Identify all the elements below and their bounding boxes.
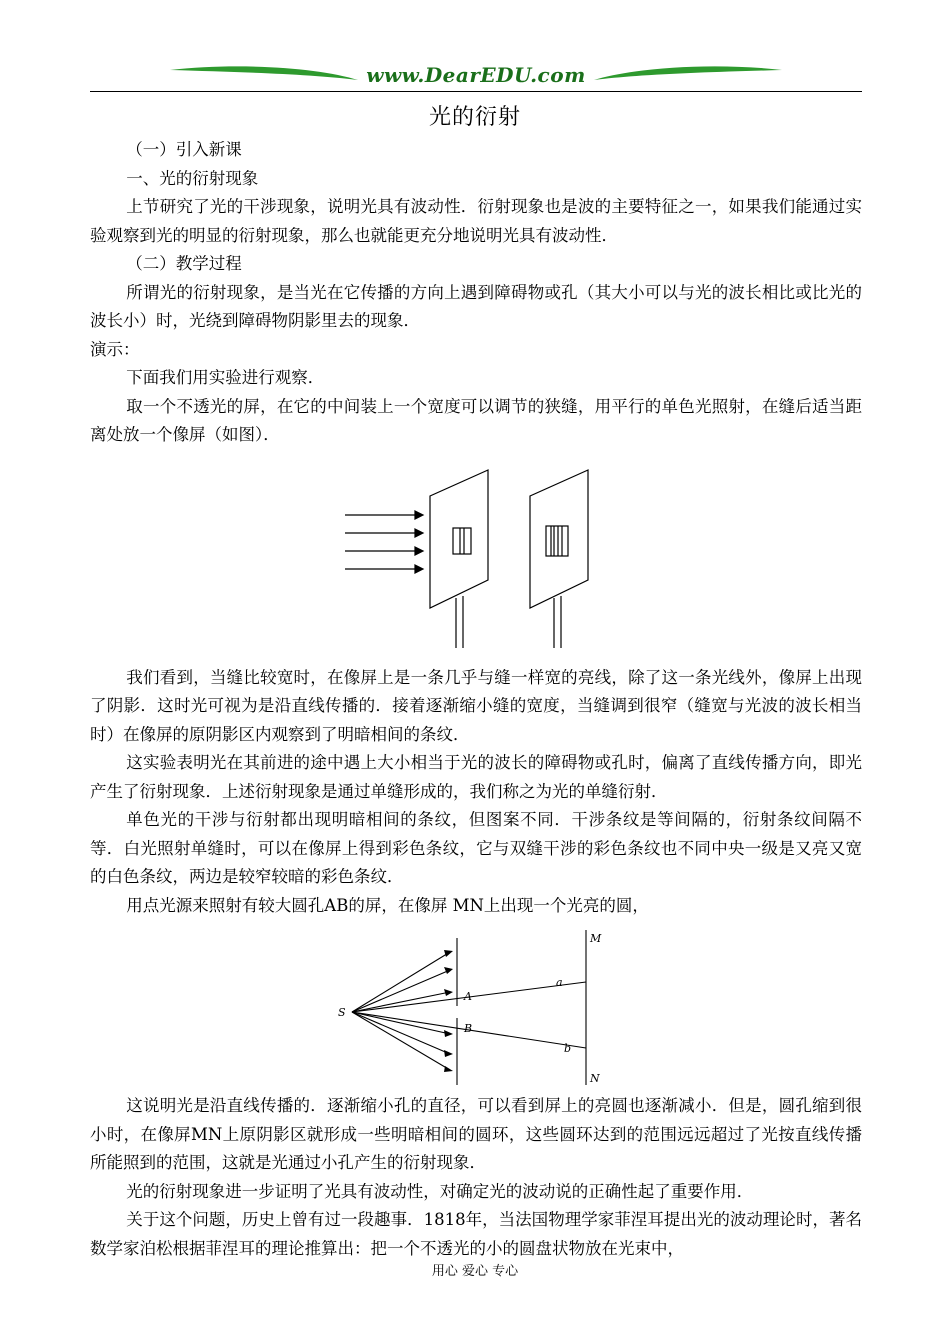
paragraph: （一）引入新课 bbox=[126, 140, 242, 159]
label-point-b: b bbox=[564, 1042, 572, 1055]
paragraph: 关于这个问题，历史上曾有过一段趣事．1818年，当法国物理学家菲涅耳提出光的波动理论时，著名数学家泊松根据菲涅耳的理论推算出：把一个不透光的小的圆盘状物放在光束中， bbox=[90, 1210, 862, 1258]
paragraph: （二）教学过程 bbox=[126, 254, 242, 273]
header-rule bbox=[90, 91, 862, 92]
circular-hole-diagram bbox=[90, 920, 862, 1092]
page-header bbox=[90, 58, 862, 92]
paragraph: 我们看到，当缝比较宽时，在像屏上是一条几乎与缝一样宽的亮线，除了这一条光线外，像屏上出现了阴影．这时光可视为是沿直线传播的．接着逐渐缩小缝的宽度，当缝调到很窄（缝宽与光波的波长相当时）在像屏的原阴影区内观察到了明暗相间的条纹． bbox=[90, 667, 862, 744]
figure-circular-hole bbox=[90, 920, 862, 1092]
document-body bbox=[90, 136, 862, 1263]
label-screen-top: M bbox=[590, 932, 602, 945]
paragraph: 光的衍射现象进一步证明了光具有波动性，对确定光的波动说的正确性起了重要作用． bbox=[126, 1181, 754, 1201]
label-source: S bbox=[338, 1006, 346, 1019]
paragraph: 演示： bbox=[90, 339, 140, 359]
paragraph: 下面我们用实验进行观察． bbox=[126, 368, 325, 387]
paragraph: 所谓光的衍射现象，是当光在它传播的方向上遇到障碍物或孔（其大小可以与光的波长相比或比光的波长小）时，光绕到障碍物阴影里去的现象． bbox=[90, 282, 862, 330]
paragraph: 上节研究了光的干涉现象，说明光具有波动性．衍射现象也是波的主要特征之一，如果我们能通过实验观察到光的明显的衍射现象，那么也就能更充分地说明光具有波动性． bbox=[90, 197, 862, 245]
label-hole-top: A bbox=[464, 990, 472, 1003]
page-title: 光的衍射 bbox=[428, 105, 521, 130]
label-point-a: a bbox=[556, 976, 563, 989]
page-footer: 用心 爱心 专心 bbox=[431, 1264, 519, 1279]
site-url: www.DearEDU.com bbox=[366, 63, 586, 87]
paragraph: 这实验表明光在其前进的途中遇上大小相当于光的波长的障碍物或孔时，偏离了直线传播方向，即光产生了衍射现象．上述衍射现象是通过单缝形成的，我们称之为光的单缝衍射． bbox=[90, 753, 862, 801]
paragraph: 用点光源来照射有较大圆孔AB的屏，在像屏 MN上出现一个光亮的圆， bbox=[126, 895, 649, 915]
label-screen-bottom: N bbox=[590, 1072, 600, 1085]
paragraph: 单色光的干涉与衍射都出现明暗相间的条纹，但图案不同．干涉条纹是等间隔的，衍射条纹间隔不等．白光照射单缝时，可以在像屏上得到彩色条纹，它与双缝干涉的彩色条纹也不同中央一级是又亮又宽的白色条纹，两边是较窄较暗的彩色条纹． bbox=[90, 810, 862, 886]
figure-slit-apparatus bbox=[90, 450, 862, 640]
slit-apparatus-diagram bbox=[90, 458, 862, 648]
paragraph: 这说明光是沿直线传播的．逐渐缩小孔的直径，可以看到屏上的亮圆也逐渐减小．但是，圆孔缩到很小时，在像屏MN上原阴影区就形成一些明暗相间的圆环，这些圆环达到的范围远远超过了光按直线传播所能照到的范围，这就是光通过小孔产生的衍射现象． bbox=[90, 1096, 862, 1172]
paragraph: 一、光的衍射现象 bbox=[126, 168, 259, 188]
label-hole-bottom: B bbox=[464, 1022, 473, 1035]
paragraph: 取一个不透光的屏，在它的中间装上一个宽度可以调节的狭缝，用平行的单色光照射，在缝后适当距离处放一个像屏（如图）． bbox=[90, 396, 862, 444]
